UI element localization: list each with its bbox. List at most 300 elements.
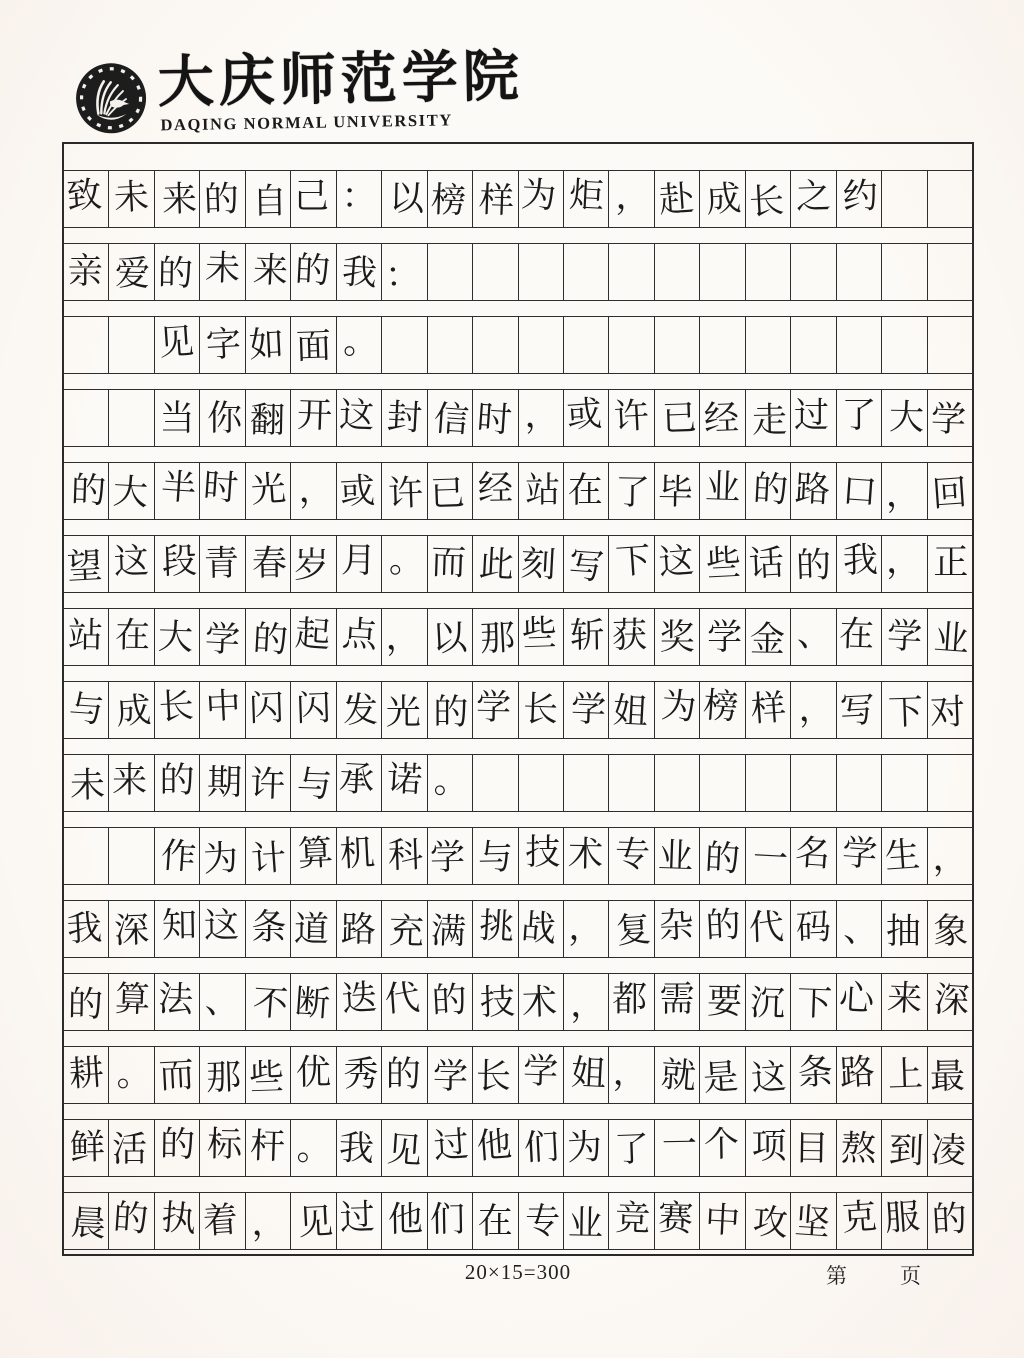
grid-cell [882,244,927,300]
grid-cell [109,828,154,884]
grid-cell [473,1120,518,1176]
grid-cell [746,171,791,227]
grid-cell [155,317,200,373]
grid-cell [609,1120,654,1176]
handwritten-char: 的 [795,544,832,587]
grid-cell [519,1193,564,1249]
grid-cell [519,755,564,811]
grid-cell [109,609,154,665]
grid-cell [928,609,972,665]
grid-cell [428,974,473,1030]
handwritten-char: 站 [525,470,561,511]
grid-row [63,243,973,301]
grid-cell [155,609,200,665]
handwritten-char: 榜 [430,179,467,222]
grid-cell [837,317,882,373]
handwritten-char: ， [885,540,922,581]
grid-cell [428,1193,473,1249]
handwritten-char: 活 [112,1129,148,1170]
handwritten-char: 们 [429,1199,466,1240]
grid-cell [428,828,473,884]
handwritten-char: 青 [203,543,240,584]
handwritten-char: 中 [204,685,242,728]
handwritten-char: 复 [614,909,653,952]
grid-cell [109,901,154,957]
grid-cell [428,1120,473,1176]
handwritten-char: 在 [477,1201,513,1242]
handwritten-char: 爱 [114,253,151,294]
handwritten-char: 的 [157,253,193,294]
grid-cell [109,463,154,519]
handwritten-char: 知 [161,905,197,946]
grid-cell [837,609,882,665]
handwritten-char: 了 [614,472,651,513]
grid-cell [382,609,427,665]
handwritten-char: 的 [159,760,195,801]
grid-cell [928,1047,972,1103]
handwritten-char: 执 [159,1197,198,1240]
grid-cell [655,1120,700,1176]
grid-row [63,1046,973,1104]
handwritten-char: 这 [203,905,240,946]
handwritten-char: 的 [159,1124,196,1165]
grid-cell [564,171,609,227]
grid-cell [655,171,700,227]
grid-cell [291,682,336,738]
grid-cell [473,1193,518,1249]
handwritten-char: 迭 [340,977,379,1020]
grid-cell [428,244,473,300]
grid-cell [200,1047,245,1103]
handwritten-char: 榜 [701,685,740,728]
handwritten-char: 名 [793,832,832,875]
handwritten-char: 成 [704,178,743,221]
handwritten-char: 约 [842,175,880,218]
handwritten-char: 此 [477,543,515,586]
handwritten-char: 下 [887,691,924,734]
handwritten-char: 术 [567,834,604,875]
handwritten-char: 。 [433,760,471,803]
handwritten-char: 致 [65,174,103,217]
grid-cell [519,463,564,519]
grid-cell [882,536,927,592]
handwritten-char: 的 [251,618,289,661]
handwritten-char: 这 [338,394,376,437]
handwritten-char: 下 [796,982,833,1025]
grid-cell [64,390,109,446]
grid-cell [200,682,245,738]
handwritten-char: 。 [295,1127,333,1170]
grid-cell [109,390,154,446]
grid-cell [291,317,336,373]
handwritten-char: 起 [293,613,332,656]
handwritten-char: 为 [565,1126,603,1169]
grid-cell [564,682,609,738]
handwritten-char: 以 [431,617,469,660]
university-name-en: DAQING NORMAL UNIVERSITY [160,110,454,135]
grid-cell [64,609,109,665]
grid-cell [928,1193,972,1249]
handwritten-char: 为 [520,174,558,217]
handwritten-char: 在 [567,470,603,511]
handwritten-char: 在 [114,615,151,656]
handwritten-char: 未 [204,247,241,290]
handwritten-char: 熬 [841,1128,877,1169]
handwritten-char: 。 [343,321,379,362]
handwritten-char: 望 [65,545,103,588]
handwritten-char: ， [567,907,606,950]
grid-cell [200,171,245,227]
grid-cell [655,901,700,957]
grid-cell [928,171,972,227]
grid-cell [746,974,791,1030]
grid-cell [928,317,972,373]
handwritten-char: 学 [522,1050,560,1093]
grid-cell [791,536,836,592]
handwritten-char: 象 [933,911,969,952]
grid-cell [382,463,427,519]
grid-cell [746,1120,791,1176]
handwritten-char: 不 [251,982,289,1025]
grid-cell [246,244,291,300]
grid-cell [928,390,972,446]
handwritten-char: 生 [883,834,922,877]
handwritten-char: 为 [201,837,240,880]
page-label-prefix: 第 [826,1264,847,1288]
grid-cell [837,463,882,519]
grid-cell [291,1120,336,1176]
handwritten-char: 站 [67,615,104,656]
grid-cell [291,1193,336,1249]
handwritten-char: 的 [433,692,469,733]
grid-cell [200,390,245,446]
handwritten-char: 满 [430,910,467,953]
handwritten-char: ， [383,615,422,658]
grid-cell [155,1120,200,1176]
grid-cell [519,682,564,738]
grid-row [63,900,973,958]
grid-cell [882,974,927,1030]
grid-cell [64,1193,109,1249]
handwritten-char: 经 [703,397,740,440]
grid-cell [882,317,927,373]
handwritten-char: 而 [430,541,468,584]
handwritten-char: 闪 [247,687,285,730]
handwritten-char: 下 [614,540,653,583]
grid-cell [746,609,791,665]
handwritten-char: 学 [203,618,241,661]
page-label-suffix: 页 [900,1264,921,1288]
grid-cell [337,171,382,227]
grid-cell [746,390,791,446]
handwritten-char: 来 [160,178,198,221]
grid-cell [700,1193,745,1249]
grid-cell [837,828,882,884]
handwritten-char: 赛 [657,1197,694,1240]
handwritten-char: 段 [160,540,198,583]
grid-cell [746,536,791,592]
grid-cell [791,1193,836,1249]
grid-cell [337,244,382,300]
grid-cell [382,390,427,446]
grid-cell [791,828,836,884]
handwritten-char: 口 [841,470,879,513]
grid-cell [746,1193,791,1249]
grid-cell [837,755,882,811]
grid-cell [564,390,609,446]
grid-cell [155,536,200,592]
grid-cell [837,171,882,227]
grid-cell [109,974,154,1030]
handwritten-char: 标 [206,1124,243,1165]
grid-cell [837,536,882,592]
grid-cell [337,536,382,592]
handwritten-char: 耕 [67,1052,105,1095]
handwritten-char: 姐 [612,690,650,733]
handwritten-char: 学 [475,687,512,728]
handwritten-char: 就 [659,1054,697,1097]
grid-cell [246,828,291,884]
handwritten-char: 闪 [295,687,332,730]
handwritten-char: 我 [338,1127,376,1170]
grid-row [63,535,973,593]
grid-cell [791,1120,836,1176]
handwritten-char: 业 [932,617,971,660]
handwritten-char: 与 [67,688,106,731]
grid-cell [64,317,109,373]
grid-cell [337,463,382,519]
grid-cell [200,317,245,373]
grid-cell [655,609,700,665]
grid-cell [246,317,291,373]
handwritten-char: 业 [704,466,741,509]
handwritten-char: 来 [251,249,289,292]
handwritten-char: 充 [388,910,425,953]
grid-cell [564,244,609,300]
handwritten-char: 对 [929,691,967,734]
handwritten-char: 许 [248,763,286,806]
grid-cell [246,171,291,227]
grid-cell [246,609,291,665]
handwritten-char: 与 [477,837,514,878]
grid-row [63,316,973,374]
handwritten-char: 岁 [293,545,329,586]
grid-cell [746,463,791,519]
grid-cell [882,828,927,884]
grid-cell [64,1120,109,1176]
handwritten-char: 长 [157,685,195,728]
grid-cell [473,755,518,811]
handwritten-char: ， [569,984,606,1025]
handwritten-char: 优 [295,1052,332,1093]
handwritten-char: 的 [704,904,742,947]
grid-cell [609,974,654,1030]
grid-cell [200,463,245,519]
grid-cell [109,317,154,373]
grid-cell [246,755,291,811]
grid-cell [655,828,700,884]
handwritten-char: 与 [296,763,333,806]
handwritten-char: 已 [660,397,698,440]
grid-cell [382,755,427,811]
handwritten-char: 炬 [567,174,605,217]
handwritten-char: 过 [793,395,829,436]
handwritten-char: 道 [293,909,330,950]
grid-cell [928,536,972,592]
handwritten-char: 时 [475,398,514,441]
handwritten-char: 发 [343,690,379,731]
grid-cell [655,317,700,373]
grid-row [63,973,973,1031]
grid-row [63,754,973,812]
grid-cell [428,463,473,519]
grid-cell [473,317,518,373]
grid-cell [609,317,654,373]
grid-cell [791,682,836,738]
handwritten-char: 代 [747,906,785,949]
grid-cell [882,1047,927,1103]
grid-cell [655,1193,700,1249]
grid-cell [519,1047,564,1103]
grid-cell [200,755,245,811]
grid-cell [882,609,927,665]
handwritten-char: 你 [207,398,243,439]
handwritten-char: 鲜 [69,1127,106,1168]
grid-cell [564,828,609,884]
university-header [73,48,524,137]
grid-cell [291,828,336,884]
grid-cell [700,463,745,519]
grid-cell [519,1120,564,1176]
handwritten-char: 技 [479,981,516,1024]
handwritten-char: 的 [751,468,789,511]
handwritten-char: 过 [339,1196,377,1239]
handwritten-char: 赴 [657,178,696,221]
grid-cell [337,1047,382,1103]
handwritten-char: 当 [159,398,195,439]
grid-cell [564,755,609,811]
grid-cell [109,1193,154,1249]
grid-row [63,462,973,520]
handwritten-char: 了 [841,395,877,436]
handwritten-char: 长 [747,180,785,223]
grid-cell [655,536,700,592]
handwritten-char: 为 [659,685,698,728]
handwritten-char: 、 [204,980,242,1023]
handwritten-char: 专 [614,834,651,875]
grid-cell [564,463,609,519]
handwritten-char: 而 [157,1054,195,1097]
grid-cell [200,244,245,300]
grid-cell [428,317,473,373]
grid-cell [564,609,609,665]
handwritten-char: 、 [796,613,833,656]
handwritten-char: 晨 [69,1202,107,1245]
handwritten-char: 许 [613,395,651,438]
handwritten-char: 己 [293,176,329,217]
grid-cell [382,828,427,884]
handwritten-char: 们 [523,1126,561,1169]
handwritten-char: 光 [385,692,421,733]
grid-row [63,1192,973,1250]
handwritten-char: 学 [885,615,923,658]
handwritten-char: ， [296,468,335,511]
handwritten-char: 上 [887,1053,924,1096]
grid-cell [155,390,200,446]
grid-cell [928,244,972,300]
handwritten-char: 或 [339,470,377,513]
handwritten-char: 来 [112,760,148,801]
grid-cell [291,1047,336,1103]
grid-cell [791,317,836,373]
handwritten-char: 业 [567,1203,604,1244]
handwritten-char: 大 [888,397,925,438]
grid-cell [246,682,291,738]
grid-cell [882,755,927,811]
handwritten-char: 见 [385,1129,424,1172]
handwritten-char: 样 [478,179,515,222]
grid-cell [791,974,836,1030]
grid-cell [64,828,109,884]
handwritten-char: 断 [293,982,332,1025]
handwritten-char: 到 [888,1129,925,1172]
grid-cell [337,317,382,373]
grid-cell [64,974,109,1030]
handwritten-char: 春 [251,543,287,584]
handwritten-char: 光 [249,468,287,511]
handwritten-char: 术 [521,981,558,1024]
handwritten-char: 着 [201,1199,240,1242]
grid-cell [519,171,564,227]
grid-row [63,827,973,885]
grid-cell [428,171,473,227]
grid-cell [64,1047,109,1103]
university-name-block [157,48,524,135]
handwritten-char: 斩 [569,615,606,656]
grid-cell [155,244,200,300]
grid-cell [246,1047,291,1103]
grid-cell [109,1120,154,1176]
handwritten-char: 路 [839,1051,877,1094]
grid-cell [655,244,700,300]
handwritten-char: 要 [706,981,743,1022]
university-name-cn: 大庆师范学院 [157,46,525,115]
grid-cell [837,901,882,957]
grid-cell [64,463,109,519]
grid-cell [155,828,200,884]
grid-cell [519,974,564,1030]
grid-cell [337,974,382,1030]
grid-cell [700,1120,745,1176]
grid-cell [746,1047,791,1103]
handwritten-char: 专 [525,1201,561,1242]
handwritten-char: 面 [295,325,332,368]
handwritten-char: 这 [657,540,695,583]
grid-cell [655,1047,700,1103]
handwritten-char: 金 [749,619,785,660]
handwritten-char: ： [383,253,422,296]
grid-cell [655,974,700,1030]
grid-cell [928,974,972,1030]
grid-cell [655,463,700,519]
handwritten-char: 见 [157,321,195,364]
handwritten-char: 业 [656,835,694,878]
handwritten-char: 这 [113,540,150,583]
handwritten-char: 许 [387,472,424,515]
grid-cell [609,171,654,227]
handwritten-char: 时 [201,466,240,509]
handwritten-char: 了 [613,1128,650,1171]
